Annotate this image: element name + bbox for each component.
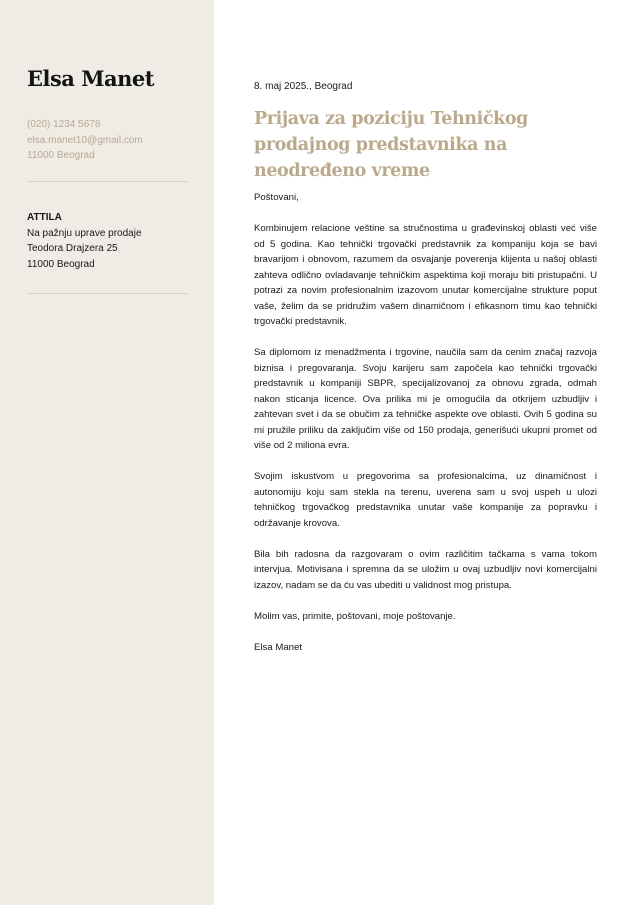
sender-contact bbox=[27, 117, 143, 164]
paragraph: Kombinujem relacione veštine sa stručnostima u građevinskoj oblasti već više od 5 godina. Kao tehnički trgovački predstavnik za kompaniju koja se bavi bravarijom i obnovom, razumem da osvajanje poverenja klijenta u našoj oblasti zahteva odlično ovladavanje tehničkim aspektima koji moraju biti pristupačni. U potrazi za novim profesionalnim izazovom unutar komercijalne strukture poput vaše, želim da se pridružim vašem dinamičnom i efikasnom timu kao tehnički trgovački predstavnik. bbox=[254, 223, 597, 327]
letter-date: 8. maj 2025., Beograd bbox=[254, 81, 353, 92]
sidebar bbox=[0, 0, 214, 905]
recipient-attention: Na pažnju uprave prodaje bbox=[27, 227, 142, 239]
letter-content bbox=[254, 190, 597, 671]
sender-email: elsa.manet10@gmail.com bbox=[27, 134, 143, 146]
divider bbox=[27, 181, 188, 182]
paragraph: Svojim iskustvom u pregovorima sa profesionalcima, uz dinamičnost i autonomiju koju sam stekla na terenu, uverena sam u svoj uspeh u ulozi tehničkog trgovačkog predstavnika unutar vaše kompanije za popravku i održavanje krovova. bbox=[254, 471, 597, 529]
paragraph: Sa diplomom iz menadžmenta i trgovine, naučila sam da cenim značaj razvoja biznisa i pregovaranja. Svoju karijeru sam započela kao tehnički trgovački predstavnik u kompaniji SBPR, specijalizovanoj za obnovu zgrada, odmah nakon sticanja licence. Ova prilika mi je omogućila da otkrijem uzbudljiv i zahtevan svet i da se obučim za tehničke aspekte ove oblasti. Ovih 5 godina su mi pružile priliku da zaključim više od 150 prodaja, generišući ukupni promet od više od 2 miliona evra. bbox=[254, 347, 597, 451]
recipient-street: Teodora Drajzera 25 bbox=[27, 243, 118, 254]
paragraph: Bila bih radosna da razgovaram o ovim različitim tačkama s vama tokom intervjua. Motivisana i spremna da se uložim u ovaj uzbudljiv novi komercijalni izazov, nadam se da ću vas ubediti u validnost mog pristupa. bbox=[254, 548, 597, 591]
recipient-address bbox=[27, 210, 142, 272]
sender-phone: (020) 1234 5678 bbox=[27, 119, 101, 130]
recipient-company: ATTILA bbox=[27, 212, 62, 223]
signature: Elsa Manet bbox=[254, 641, 302, 653]
letter-title: Prijava za poziciju Tehničkog prodajnog predstavnika na neodređeno vreme bbox=[254, 109, 528, 181]
closing: Molim vas, primite, poštovani, moje poštovanje. bbox=[254, 610, 456, 622]
sender-city: 11000 Beograd bbox=[27, 150, 95, 161]
recipient-city: 11000 Beograd bbox=[27, 258, 95, 270]
sender-name: Elsa Manet bbox=[27, 66, 154, 91]
salutation: Poštovani, bbox=[254, 192, 299, 203]
divider bbox=[27, 293, 188, 294]
